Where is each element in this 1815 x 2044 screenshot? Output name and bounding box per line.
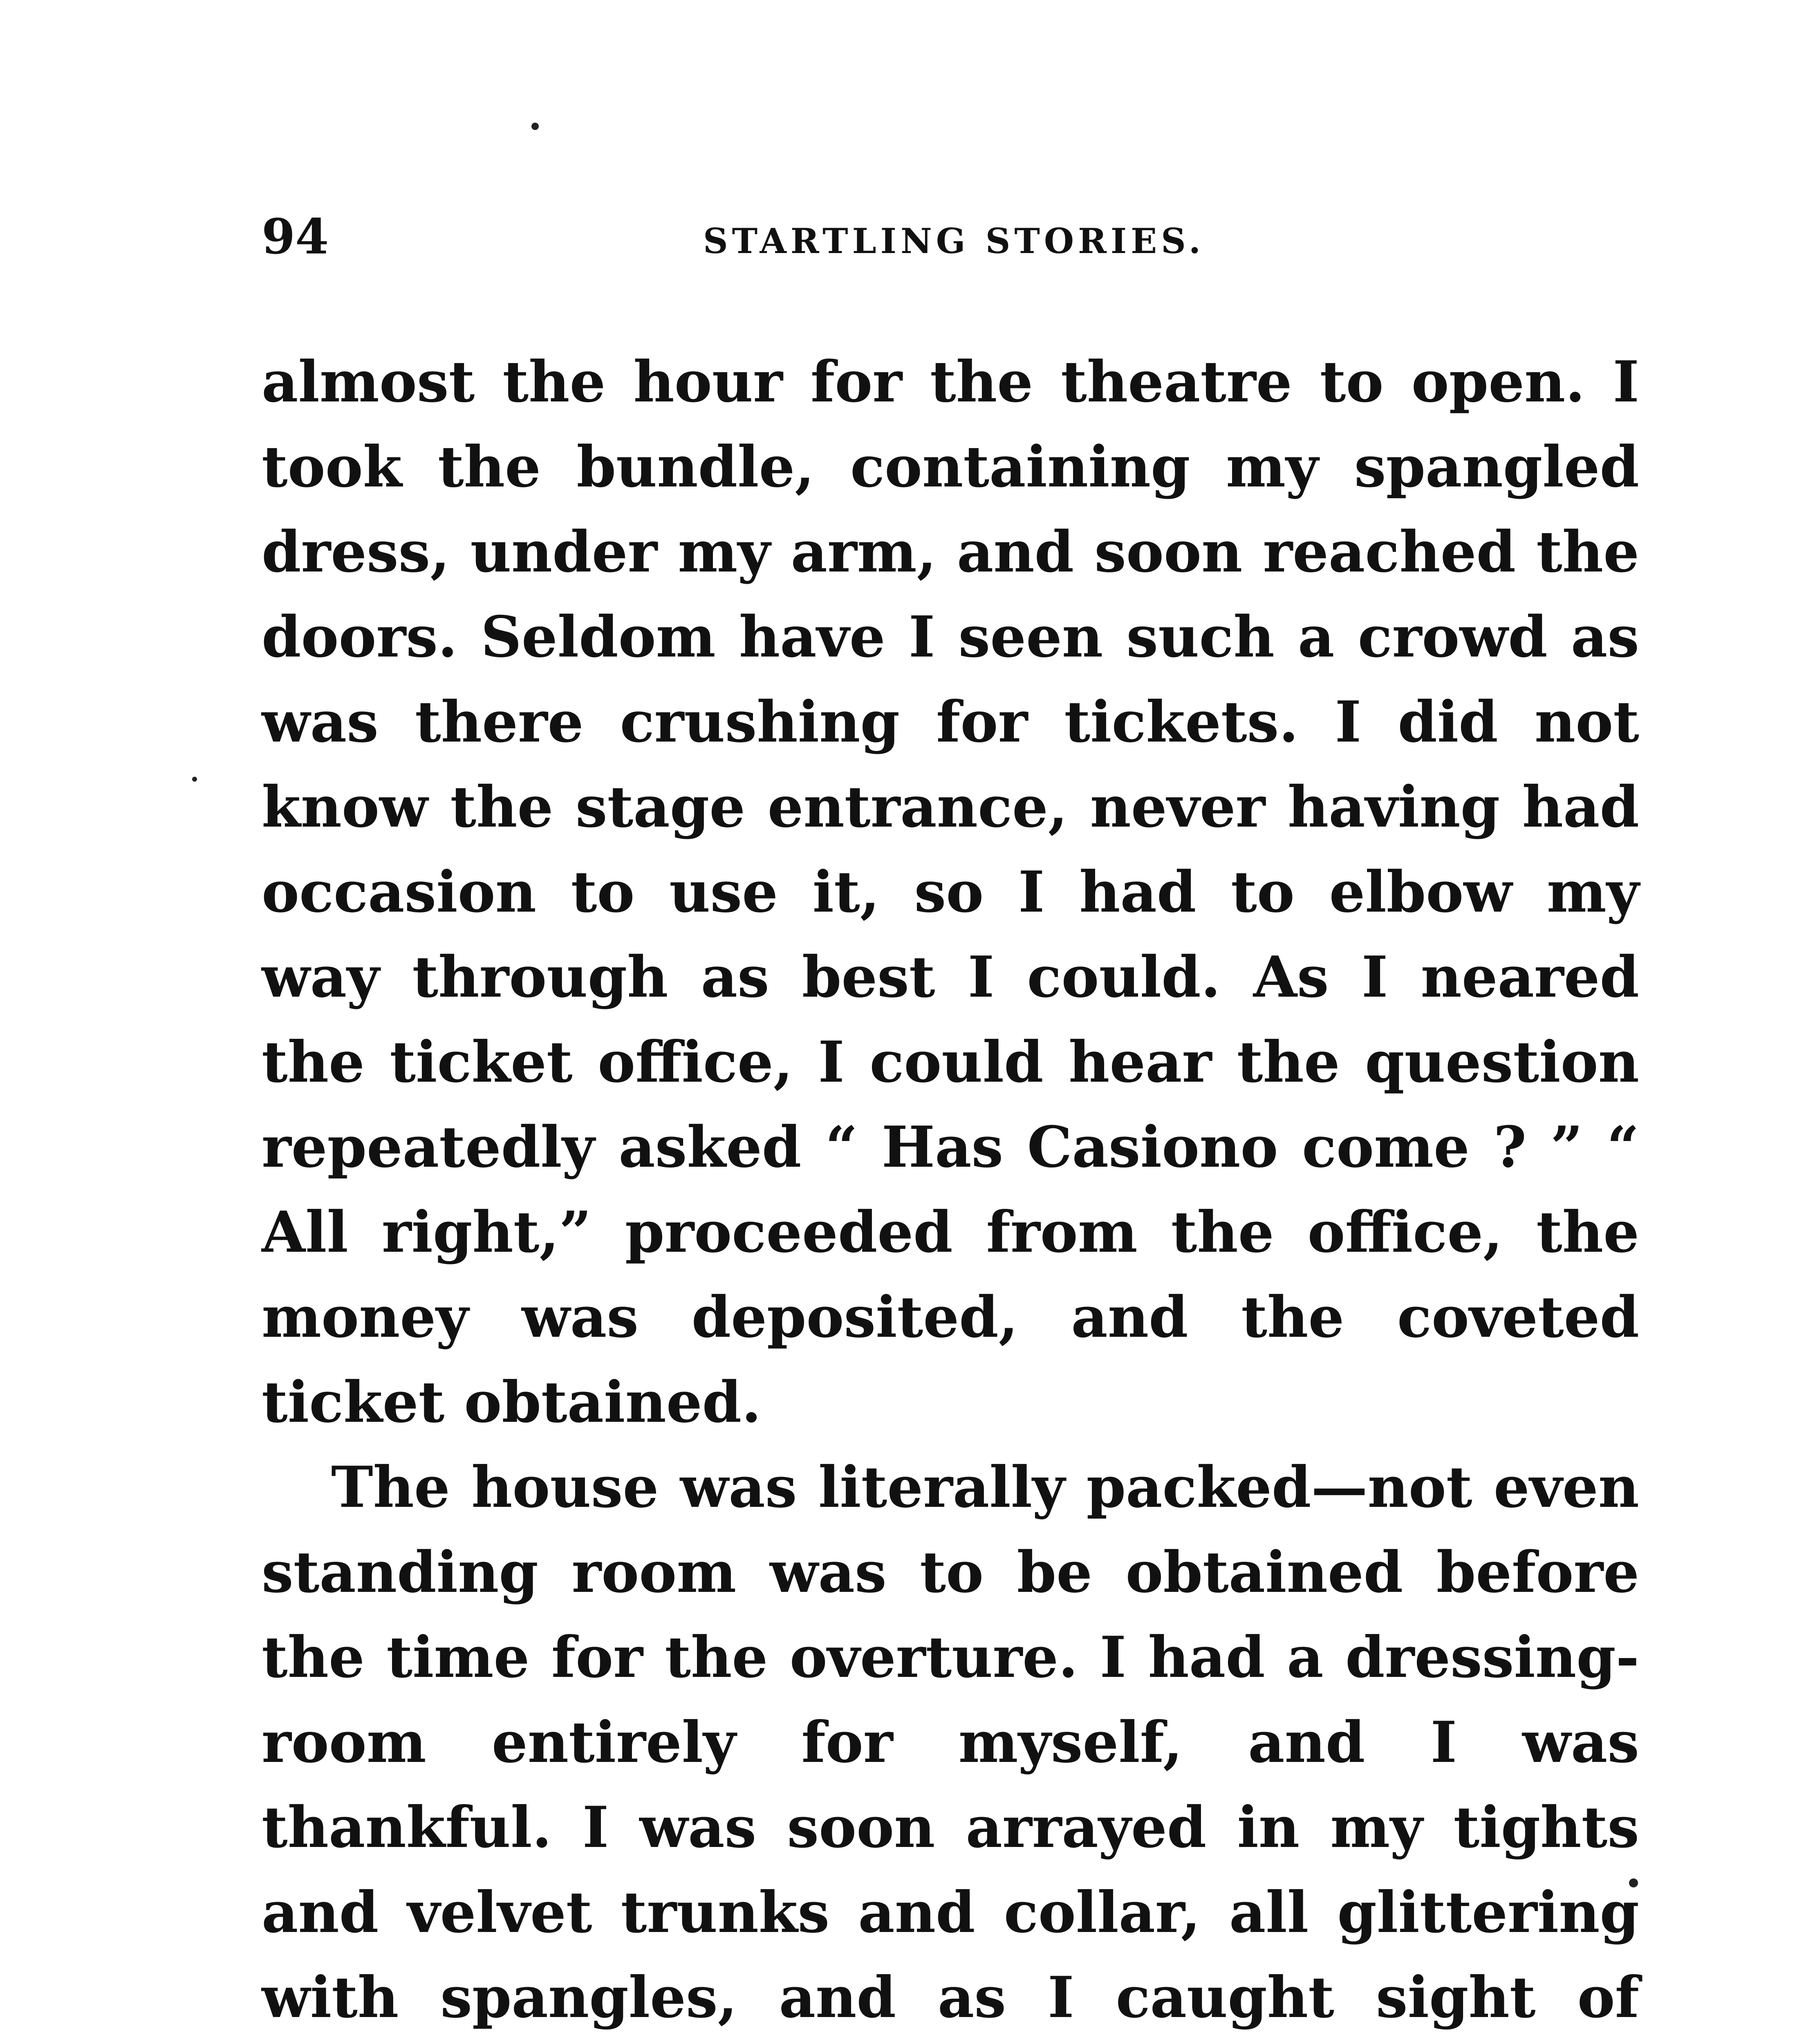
running-head: STARTLING STORIES.	[703, 221, 1205, 261]
page-header	[262, 208, 1643, 294]
paragraph-1: almost the hour for the theatre to open. I took the bundle, containing my spangled dress, under my arm, and soon reached the doors. Seldom have I seen such a crowd as was there crushing for tickets. I did not know the stage entrance, never having had occasion to use it, so I had to elbow my way through as best I could. As I neared the ticket office, I could hear the question repeatedly asked “ Has Casiono come ? ” “ All right,” proceeded from the office, the money was deposited, and the coveted ticket obtained.	[262, 348, 1639, 1435]
body-text	[262, 339, 1639, 2044]
print-speck	[531, 123, 539, 130]
page-number: 94	[262, 208, 329, 265]
paragraph-2: The house was literally packed—not even standing room was to be obtained before the time for the overture. I had a dressing-room entirely for myself, and I was thankful. I was soon arrayed in my tights and velvet trunks and collar, all glittering with spangles, and as I caught sight of	[262, 1454, 1639, 2031]
print-speck	[192, 777, 197, 782]
